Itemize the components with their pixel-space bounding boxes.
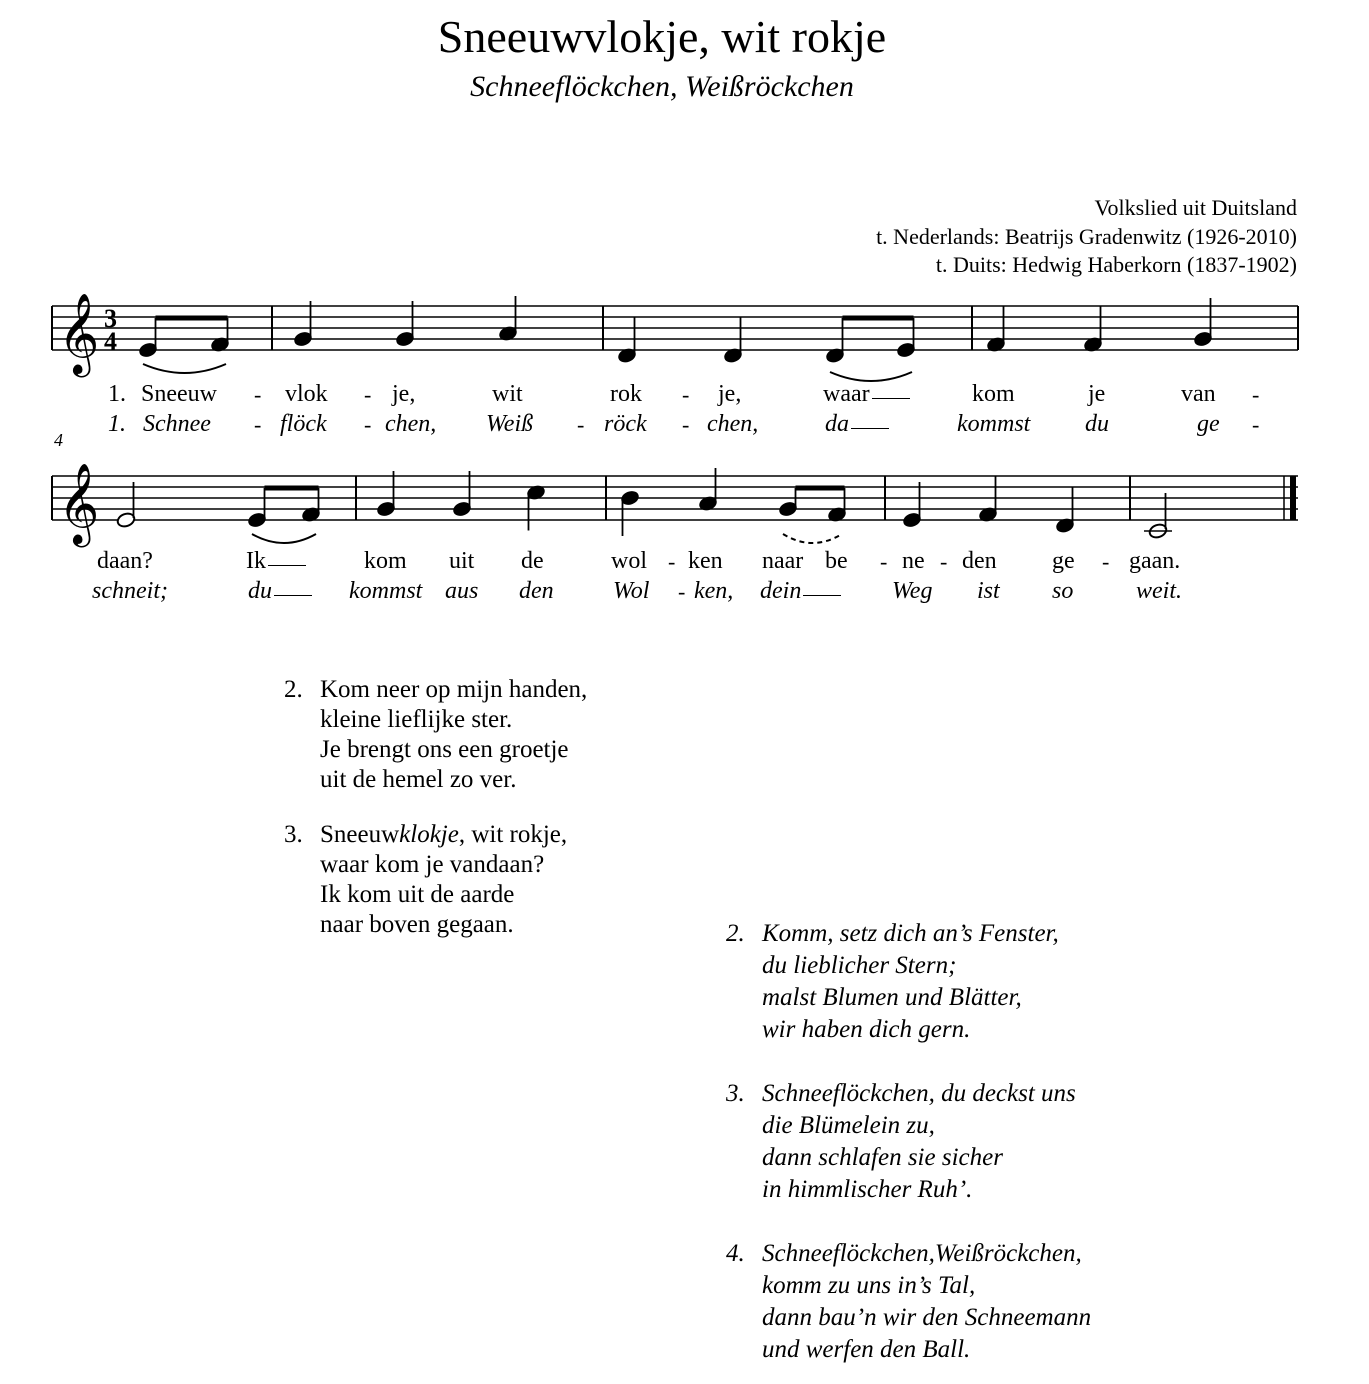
verse-line: und werfen den Ball.	[762, 1336, 971, 1363]
dutch-lyric-2-syllable: den	[962, 548, 997, 574]
verse-line: dann schlafen sie sicher	[762, 1144, 1003, 1171]
german-lyric-2-hyphen: -	[678, 579, 686, 604]
slur	[143, 364, 226, 373]
german-lyric-2-syllable: kommst	[349, 578, 423, 604]
dutch-lyric-2-syllable: ne	[902, 548, 925, 574]
german-lyric-2-syllable: so	[1052, 578, 1074, 604]
measure-number: 4	[54, 430, 63, 450]
staff-system-1	[52, 306, 1298, 350]
verse-line: in himmlischer Ruh’.	[762, 1176, 973, 1203]
dutch-lyric-1-syllable: wit	[492, 381, 523, 407]
dutch-lyric-1-syllable: waar	[823, 381, 910, 408]
dutch-verse-3	[284, 820, 567, 940]
dutch-lyric-1-syllable: rok	[610, 381, 642, 407]
german-lyric-2-syllable: Weg	[892, 578, 933, 604]
german-lyric-1-syllable: chen,	[385, 411, 437, 437]
verse-number: 3.	[284, 821, 303, 848]
dutch-lyric-1-syllable: je,	[718, 381, 742, 407]
german-lyric-1-syllable: Weiß	[486, 411, 534, 437]
dutch-lyric-2-hyphen: -	[880, 549, 888, 574]
verse-line: naar boven gegaan.	[320, 911, 514, 938]
verse-line: kleine lieflijke ster.	[320, 706, 513, 733]
german-lyric-1-hyphen: -	[364, 412, 372, 437]
german-lyric-2-syllable: den	[519, 578, 554, 604]
dutch-lyric-1-syllable: kom	[972, 381, 1015, 407]
verse-line: dann bau’n wir den Schneemann	[762, 1304, 1092, 1331]
treble-clef-icon: 𝄞	[58, 462, 100, 544]
german-lyric-1-hyphen: -	[1252, 412, 1260, 437]
german-verse-3	[726, 1078, 1076, 1206]
german-lyric-2-syllable: ken,	[694, 578, 734, 604]
dutch-lyric-1-syllable: je	[1088, 381, 1106, 407]
dutch-lyric-1-syllable: Sneeuw	[141, 381, 217, 407]
dutch-lyric-2-syllable: daan?	[97, 548, 153, 574]
dutch-lyric-1-hyphen: -	[1252, 382, 1260, 407]
verse-line: waar kom je vandaan?	[320, 851, 545, 878]
verse-number: 2.	[726, 920, 745, 947]
dutch-lyric-2-syllable: naar	[762, 548, 804, 574]
credit-origin: Volkslied uit Duitsland	[1094, 195, 1297, 220]
german-lyric-2-syllable: dein	[760, 578, 841, 605]
verse-line: Schneeflöckchen, du deckst uns	[762, 1080, 1076, 1107]
dutch-lyric-2-hyphen: -	[1102, 549, 1110, 574]
german-lyric-1-syllable: da	[825, 411, 889, 438]
barlines	[52, 306, 1298, 520]
song-title: Sneeuwvlokje, wit rokje	[437, 11, 887, 62]
verse-line: Ik kom uit de aarde	[320, 881, 515, 908]
dutch-lyric-1-hyphen: -	[254, 382, 262, 407]
dutch-lyric-1-hyphen: -	[682, 382, 690, 407]
dutch-lyric-2-syllable: wol	[611, 548, 647, 574]
slur	[252, 534, 316, 543]
german-lyric-2-syllable: weit.	[1136, 578, 1182, 604]
verse-number: 4.	[726, 1240, 745, 1267]
credit-dutch-translator: t. Nederlands: Beatrijs Gradenwitz (1926-2010)	[876, 224, 1297, 249]
verse-line: Schneeflöckchen,Weißröckchen,	[762, 1240, 1082, 1267]
dutch-lyric-2-syllable: gaan.	[1129, 548, 1181, 574]
german-lyric-1-syllable: kommst	[957, 411, 1031, 437]
dutch-lyric-2-syllable: kom	[364, 548, 407, 574]
german-verse-4	[726, 1238, 1091, 1366]
german-lyric-1-hyphen: -	[254, 412, 262, 437]
dutch-lyric-1-syllable: je,	[392, 381, 416, 407]
german-lyric-2-syllable: du	[248, 578, 312, 605]
credit-german-author: t. Duits: Hedwig Haberkorn (1837-1902)	[935, 252, 1297, 277]
german-lyric-1-verse-number: 1.	[108, 411, 126, 437]
time-signature-top: 3	[104, 304, 117, 333]
german-lyric-1-hyphen: -	[577, 412, 585, 437]
dutch-lyric-2-syllable: ge	[1052, 548, 1075, 574]
dutch-lyric-2-hyphen: -	[668, 549, 676, 574]
dutch-verse-2	[284, 675, 587, 795]
verse-line: die Blümelein zu,	[762, 1112, 935, 1139]
german-lyric-1-syllable: du	[1085, 411, 1109, 437]
verse-line: Sneeuwklokje, wit rokje,	[320, 821, 568, 848]
dutch-lyric-2-syllable: be	[825, 548, 848, 574]
verse-line: malst Blumen und Blätter,	[762, 984, 1022, 1011]
german-lyric-2-syllable: aus	[445, 578, 479, 604]
verse-line: komm zu uns in’s Tal,	[762, 1272, 976, 1299]
dutch-lyric-2-syllable: uit	[449, 548, 475, 574]
verse-number: 3.	[726, 1080, 745, 1107]
verse-line: Kom neer op mijn handen,	[320, 676, 588, 703]
song-subtitle: Schneeflöckchen, Weißröckchen	[470, 70, 854, 103]
dutch-lyric-2-hyphen: -	[940, 549, 948, 574]
german-verse-2	[726, 918, 1059, 1046]
dutch-lyric-1-syllable: vlok	[285, 381, 328, 407]
slur	[830, 372, 912, 381]
german-lyric-1-syllable: röck	[604, 411, 647, 437]
verse-line: Je brengt ons een groetje	[320, 736, 569, 763]
german-lyric-1-syllable: chen,	[707, 411, 759, 437]
dutch-lyric-2-syllable: de	[521, 548, 544, 574]
verse-line: uit de hemel zo ver.	[320, 766, 517, 793]
dashed-slur	[783, 534, 842, 543]
time-signature-bottom: 4	[104, 327, 117, 356]
dutch-lyric-1-hyphen: -	[364, 382, 372, 407]
staff-system-2	[52, 476, 1298, 520]
verse-line: du lieblicher Stern;	[762, 952, 957, 979]
german-lyric-2-syllable: ist	[977, 578, 1000, 604]
german-lyric-2-syllable: schneit;	[92, 578, 168, 604]
verse-line: wir haben dich gern.	[762, 1016, 971, 1043]
german-lyric-1-syllable: Schnee	[143, 411, 211, 437]
dutch-lyric-1-verse-number: 1.	[108, 381, 126, 407]
music-score	[0, 0, 1369, 640]
treble-clef-icon: 𝄞	[58, 292, 100, 374]
dutch-lyric-1-syllable: van	[1181, 381, 1216, 407]
verse-number: 2.	[284, 676, 303, 703]
german-lyric-1-hyphen: -	[682, 412, 690, 437]
dutch-lyric-2-syllable: ken	[688, 548, 723, 574]
german-lyric-2-syllable: Wol	[613, 578, 650, 604]
dutch-lyric-2-syllable: Ik	[246, 548, 306, 575]
german-lyric-1-syllable: flöck	[280, 411, 327, 437]
german-lyric-1-syllable: ge	[1197, 411, 1220, 437]
verse-line: Komm, setz dich an’s Fenster,	[762, 920, 1059, 947]
